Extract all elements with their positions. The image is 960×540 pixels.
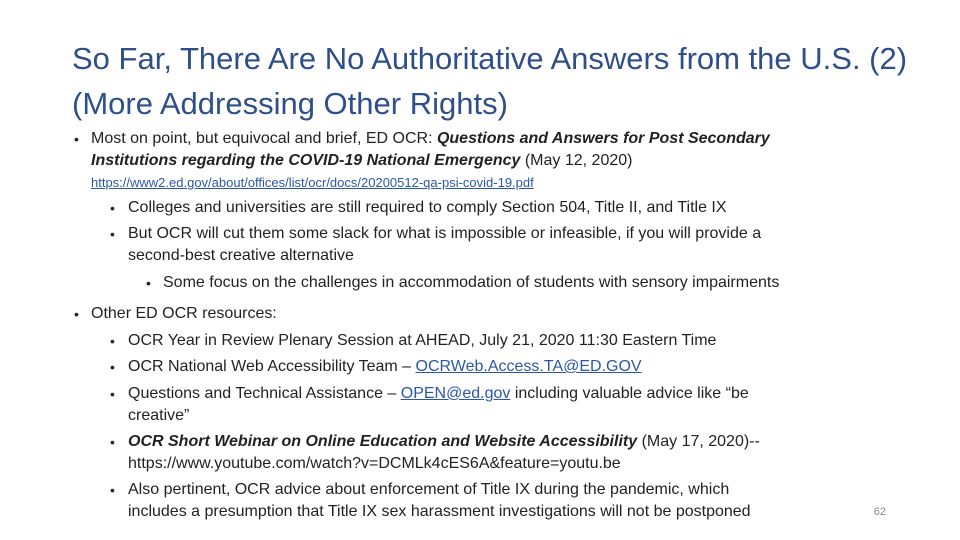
webinar-url: https://www.youtube.com/watch?v=DCMLk4cES6A&feature=youtu.be bbox=[128, 455, 621, 472]
bullet-1-date: (May 12, 2020) bbox=[520, 152, 633, 169]
qa-doc-title-part-2: Institutions regarding the COVID-19 National Emergency bbox=[91, 152, 521, 169]
bullet-dot: • bbox=[110, 386, 115, 402]
bullet-2-label: Other ED OCR resources: bbox=[91, 305, 277, 322]
webinar-title: OCR Short Webinar on Online Education and Website Accessibility bbox=[128, 433, 638, 450]
resource-technical-assistance bbox=[128, 384, 749, 404]
slide-title: So Far, There Are No Authoritative Answers from the U.S. (2) (More Addressing Other Rights) bbox=[72, 41, 908, 121]
sub-bullet-2-line-2: second-best creative alternative bbox=[128, 247, 354, 264]
resource-technical-assistance-line-2: creative” bbox=[128, 407, 190, 424]
webinar-date: (May 17, 2020)-- bbox=[637, 433, 760, 450]
page-number: 62 bbox=[873, 506, 886, 518]
bullet-1-line-1 bbox=[91, 129, 770, 149]
sub-bullet-2-line-1: But OCR will cut them some slack for what is impossible or infeasible, if you will provide a bbox=[128, 225, 762, 242]
open-email-link[interactable]: OPEN@ed.gov bbox=[400, 385, 511, 402]
ocr-web-access-email-link[interactable]: OCRWeb.Access.TA@ED.GOV bbox=[415, 358, 642, 375]
bullet-dot: • bbox=[74, 306, 79, 322]
bullet-dot: • bbox=[146, 275, 151, 291]
bullet-dot: • bbox=[110, 359, 115, 375]
resource-3-suffix: including valuable advice like “be bbox=[510, 385, 749, 402]
bullet-dot: • bbox=[110, 226, 115, 242]
bullet-dot: • bbox=[110, 434, 115, 450]
resource-webinar bbox=[128, 432, 760, 452]
sub-sub-bullet-1: Some focus on the challenges in accommodation of students with sensory impairments bbox=[163, 274, 780, 291]
resource-title-ix-line-1: Also pertinent, OCR advice about enforcement of Title IX during the pandemic, which bbox=[128, 481, 730, 498]
bullet-1-line-3 bbox=[91, 175, 534, 191]
bullet-dot: • bbox=[74, 131, 79, 147]
resource-web-accessibility-team bbox=[128, 357, 642, 377]
qa-pdf-link[interactable]: https://www2.ed.gov/about/offices/list/ocr/docs/20200512-qa-psi-covid-19.pdf bbox=[91, 175, 534, 190]
qa-doc-title-part-1: Questions and Answers for Post Secondary bbox=[436, 130, 770, 147]
bullet-1-prefix: Most on point, but equivocal and brief, ED OCR: bbox=[91, 130, 437, 147]
resource-2-prefix: OCR National Web Accessibility Team – bbox=[128, 358, 416, 375]
resource-ahead-session: OCR Year in Review Plenary Session at AHEAD, July 21, 2020 11:30 Eastern Time bbox=[128, 332, 717, 349]
bullet-1-line-2 bbox=[91, 151, 632, 171]
sub-bullet-1: Colleges and universities are still required to comply Section 504, Title II, and Title IX bbox=[128, 199, 727, 216]
bullet-dot: • bbox=[110, 482, 115, 498]
resource-3-prefix: Questions and Technical Assistance – bbox=[128, 385, 401, 402]
bullet-dot: • bbox=[110, 200, 115, 216]
bullet-dot: • bbox=[110, 333, 115, 349]
resource-title-ix-line-2: includes a presumption that Title IX sex harassment investigations will not be postponed bbox=[128, 503, 751, 520]
